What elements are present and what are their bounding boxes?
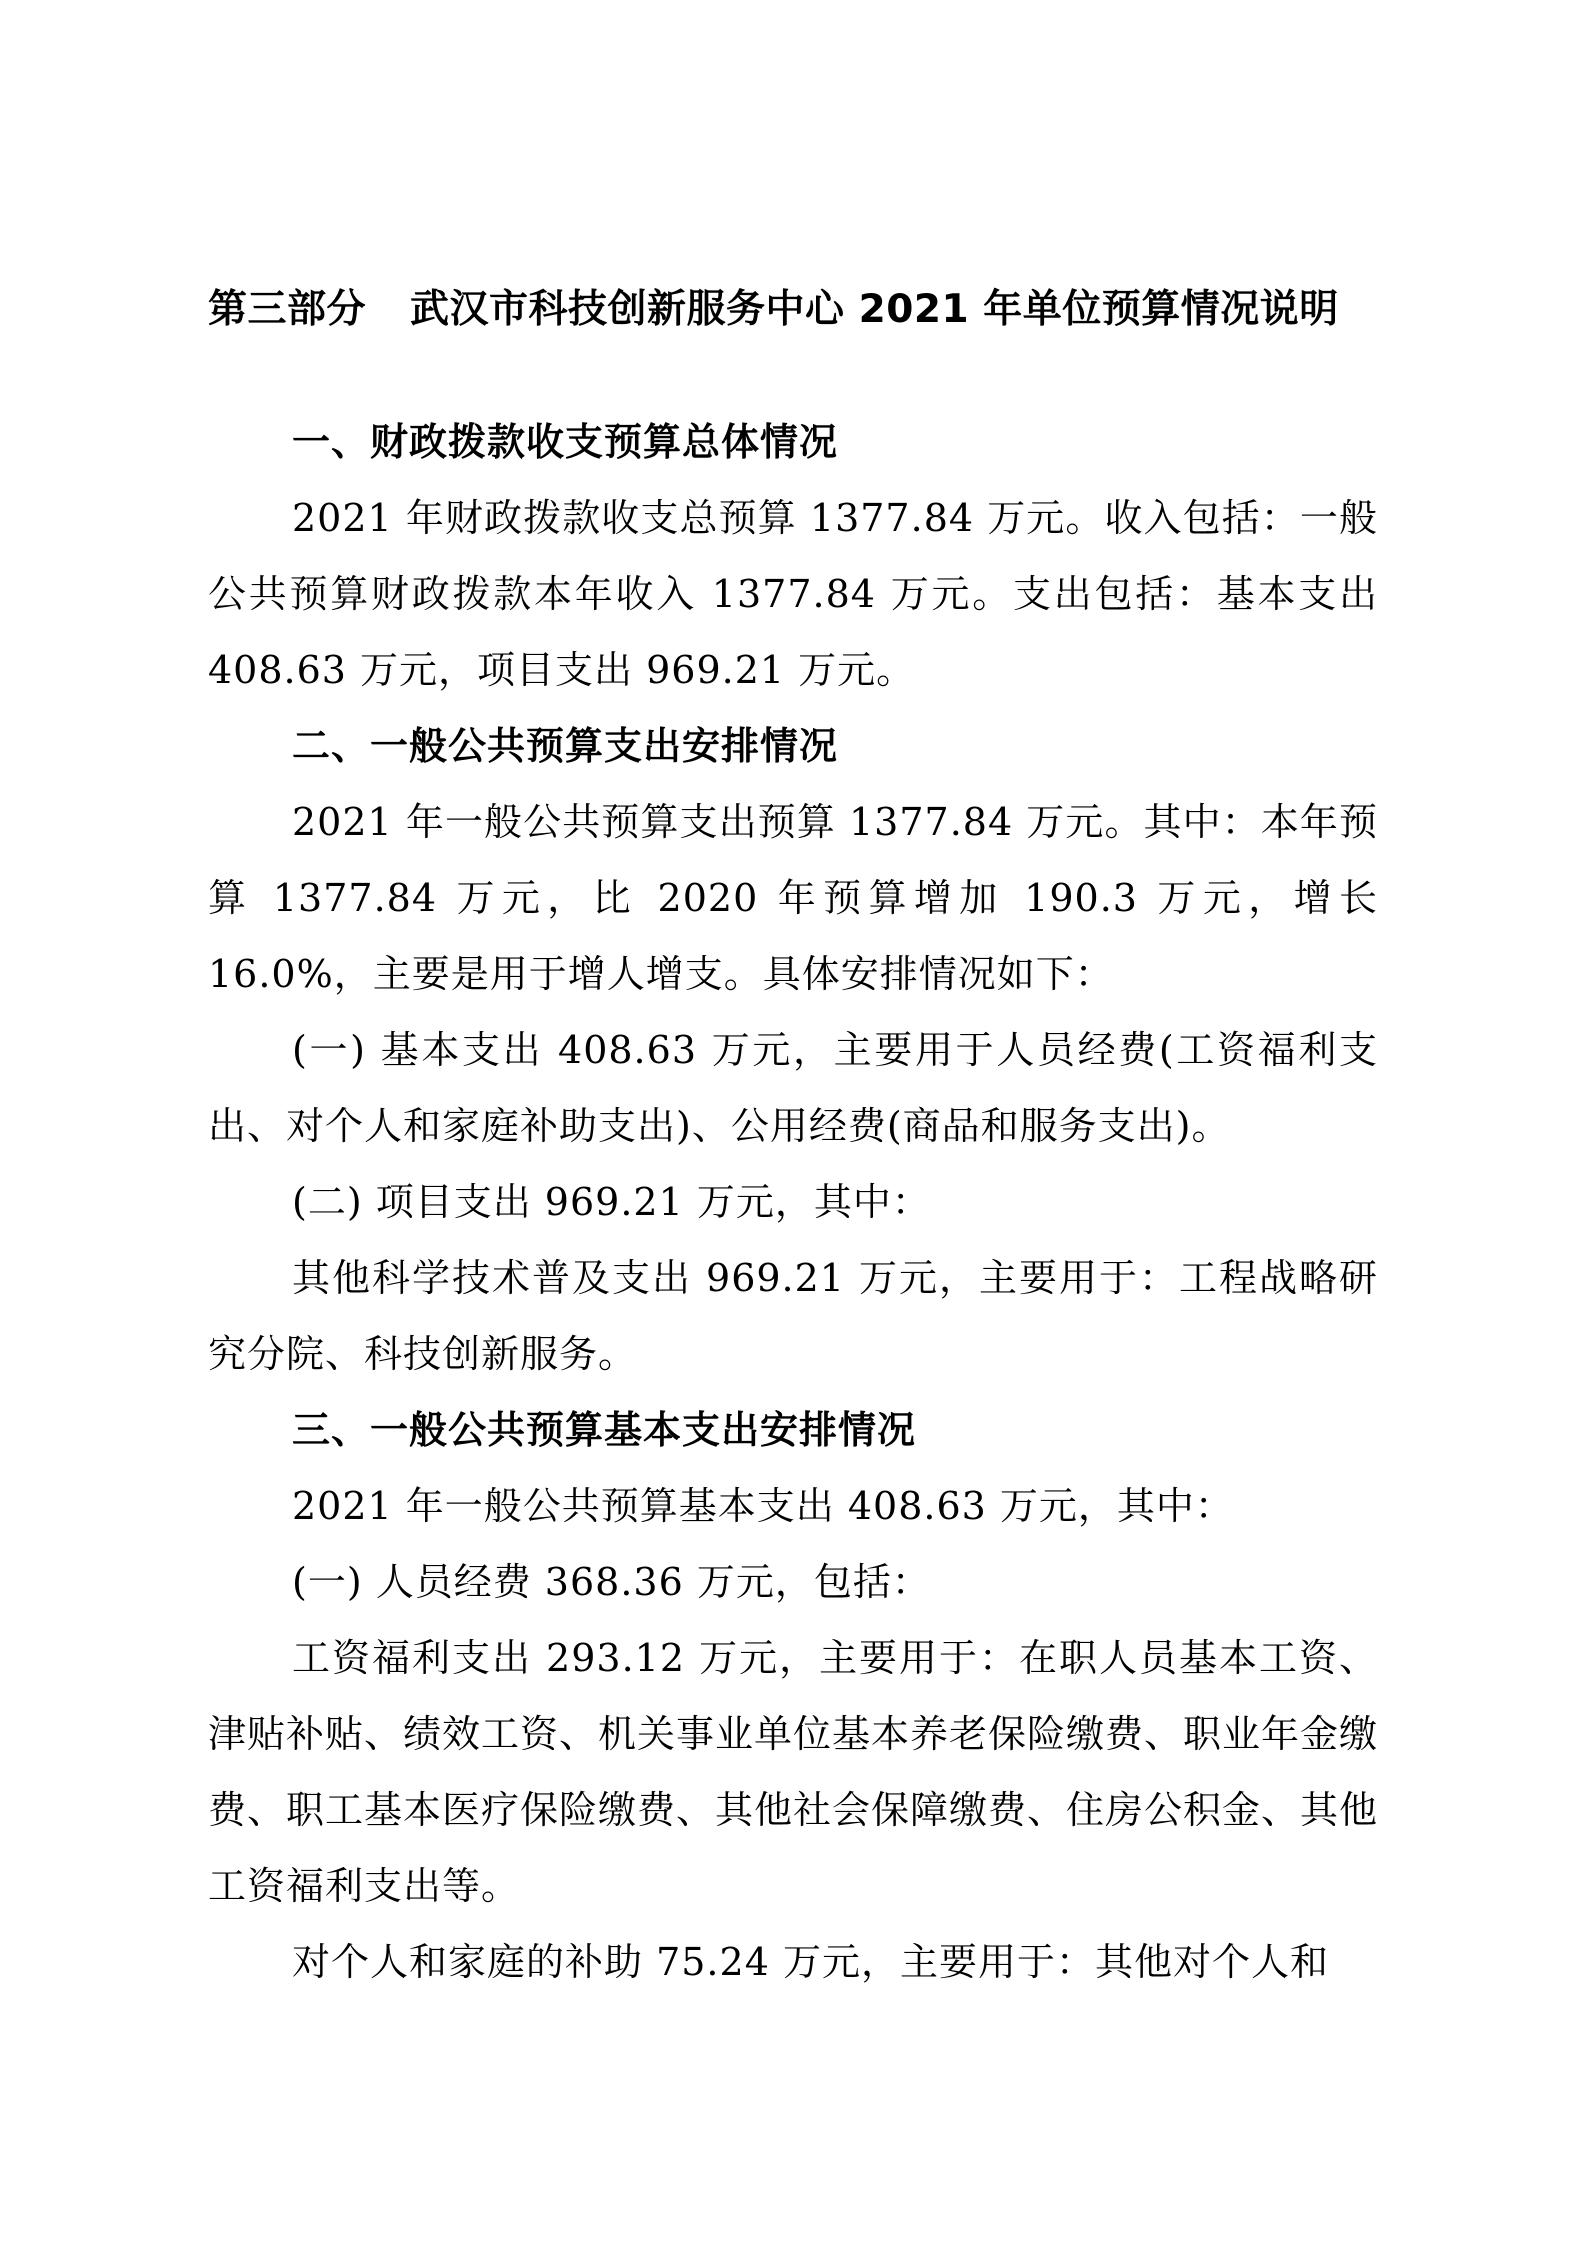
section-3-paragraph-1: 2021 年一般公共预算基本支出 408.63 万元，其中： bbox=[292, 1484, 1234, 1528]
section-2-paragraph-1: 2021 年一般公共预算支出预算 1377.84 万元。其中：本年预算 1377.84 万元，比 2020 年预算增加 190.3 万元，增长 16.0%，主要是用于增人增支。具体安排情况如下： bbox=[208, 800, 1378, 996]
section-heading-3: 三、一般公共预算基本支出安排情况 bbox=[292, 1408, 917, 1452]
section-1-paragraph-1: 2021 年财政拨款收支总预算 1377.84 万元。收入包括：一般公共预算财政拨款本年收入 1377.84 万元。支出包括：基本支出 408.63 万元，项目支出 969.21 万元。 bbox=[208, 496, 1378, 692]
section-2-paragraph-3: (二) 项目支出 969.21 万元，其中： bbox=[292, 1180, 931, 1224]
document-body bbox=[208, 404, 1378, 2000]
title-main-text: 武汉市科技创新服务中心 2021 年单位预算情况说明 bbox=[410, 287, 1339, 332]
title-part-label: 第三部分 bbox=[208, 287, 367, 332]
section-3-paragraph-2: (一) 人员经费 368.36 万元，包括： bbox=[292, 1560, 931, 1604]
section-3-paragraph-4: 对个人和家庭的补助 75.24 万元，主要用于：其他对个人和 bbox=[292, 1940, 1329, 1984]
document-title bbox=[208, 282, 1388, 338]
section-2-paragraph-4: 其他科学技术普及支出 969.21 万元，主要用于：工程战略研究分院、科技创新服务。 bbox=[208, 1256, 1378, 1376]
section-heading-1: 一、财政拨款收支预算总体情况 bbox=[292, 420, 839, 464]
section-heading-2: 二、一般公共预算支出安排情况 bbox=[292, 724, 839, 768]
section-2-paragraph-2: (一) 基本支出 408.63 万元，主要用于人员经费(工资福利支出、对个人和家庭补助支出)、公用经费(商品和服务支出)。 bbox=[208, 1028, 1378, 1148]
section-3-paragraph-3: 工资福利支出 293.12 万元，主要用于：在职人员基本工资、津贴补贴、绩效工资、机关事业单位基本养老保险缴费、职业年金缴费、职工基本医疗保险缴费、其他社会保障缴费、住房公积金、其他工资福利支出等。 bbox=[208, 1636, 1379, 1908]
